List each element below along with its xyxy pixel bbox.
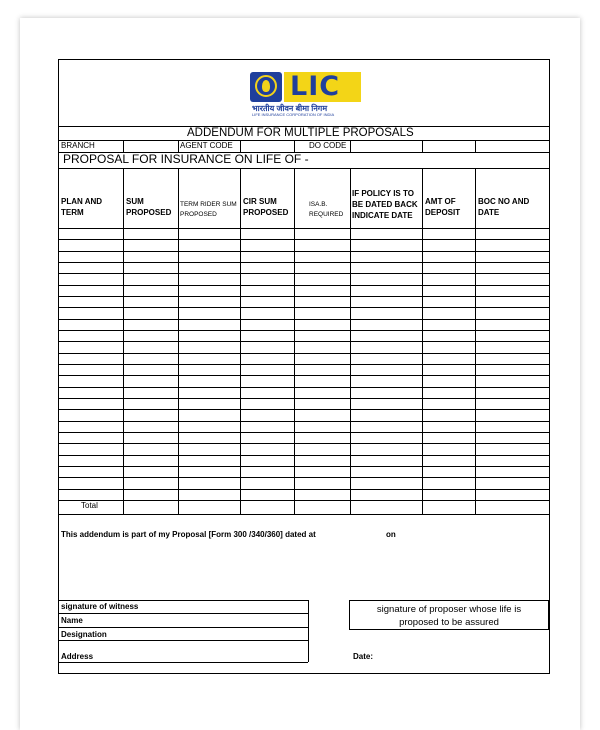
lic-hindi-name: भारतीय जीवन बीमा निगम	[252, 104, 328, 113]
signature-witness-label: signature of witness	[61, 602, 139, 611]
table-row-line	[59, 228, 549, 229]
do-code-label: DO CODE	[309, 141, 347, 150]
designation-label: Designation	[61, 630, 107, 639]
table-row-line	[59, 443, 549, 444]
table-row-line	[59, 375, 549, 376]
table-row-line	[59, 285, 549, 286]
table-row-line	[59, 296, 549, 297]
lic-english-name: LIFE INSURANCE CORPORATION OF INDIA	[252, 112, 335, 117]
col-cir-sum: CIR SUM PROPOSED	[243, 197, 289, 217]
proposer-signature-label: signature of proposer whose life is proposed to be assured	[376, 604, 522, 628]
col-plan-term: PLAN AND TERM	[61, 197, 103, 217]
date-label: Date:	[353, 652, 374, 661]
table-row-line	[59, 500, 549, 501]
table-row-line	[59, 330, 549, 331]
name-label: Name	[61, 616, 83, 625]
table-row-line	[59, 307, 549, 308]
table-row-line	[59, 262, 549, 263]
table-row-line	[59, 477, 549, 478]
branch-label: BRANCH	[61, 141, 95, 150]
lic-emblem-icon	[250, 72, 282, 102]
total-label: Total	[81, 501, 98, 510]
col-amt-deposit: AMT OF DEPOSIT	[425, 197, 461, 217]
col-boc-date: BOC NO AND DATE	[478, 197, 530, 217]
table-row-line	[59, 432, 549, 433]
table-row-line	[59, 489, 549, 490]
table-row-line	[59, 353, 549, 354]
table-row-line	[59, 421, 549, 422]
table-row-line	[59, 239, 549, 240]
statement-on: on	[386, 530, 396, 539]
col-dated-back: IF POLICY IS TO BE DATED BACK INDICATE DATE	[352, 189, 418, 220]
addendum-form	[58, 59, 550, 674]
table-row-line	[59, 409, 549, 410]
table-row-line	[59, 341, 549, 342]
table-row-line	[59, 364, 549, 365]
form-title: ADDENDUM FOR MULTIPLE PROPOSALS	[187, 127, 414, 139]
table-row-line	[59, 251, 549, 252]
agent-code-label: AGENT CODE	[180, 141, 233, 150]
table-row-line	[59, 273, 549, 274]
table-row-line	[59, 455, 549, 456]
address-label: Address	[61, 652, 94, 661]
lic-wordmark	[284, 72, 361, 102]
col-isab: ISA.B. REQUIRED	[309, 201, 344, 218]
col-sum-proposed: SUM PROPOSED	[126, 197, 172, 217]
col-term-rider: TERM RIDER SUM PROPOSED	[180, 201, 237, 218]
lic-text: LIC	[290, 71, 341, 102]
table-row-line	[59, 398, 549, 399]
table-row-line	[59, 466, 549, 467]
proposal-heading: PROPOSAL FOR INSURANCE ON LIFE OF -	[63, 152, 309, 166]
lic-logo	[250, 72, 361, 116]
addendum-statement: This addendum is part of my Proposal [Form 300 /340/360] dated at	[61, 530, 316, 539]
table-row-line	[59, 319, 549, 320]
table-row-line	[59, 387, 549, 388]
